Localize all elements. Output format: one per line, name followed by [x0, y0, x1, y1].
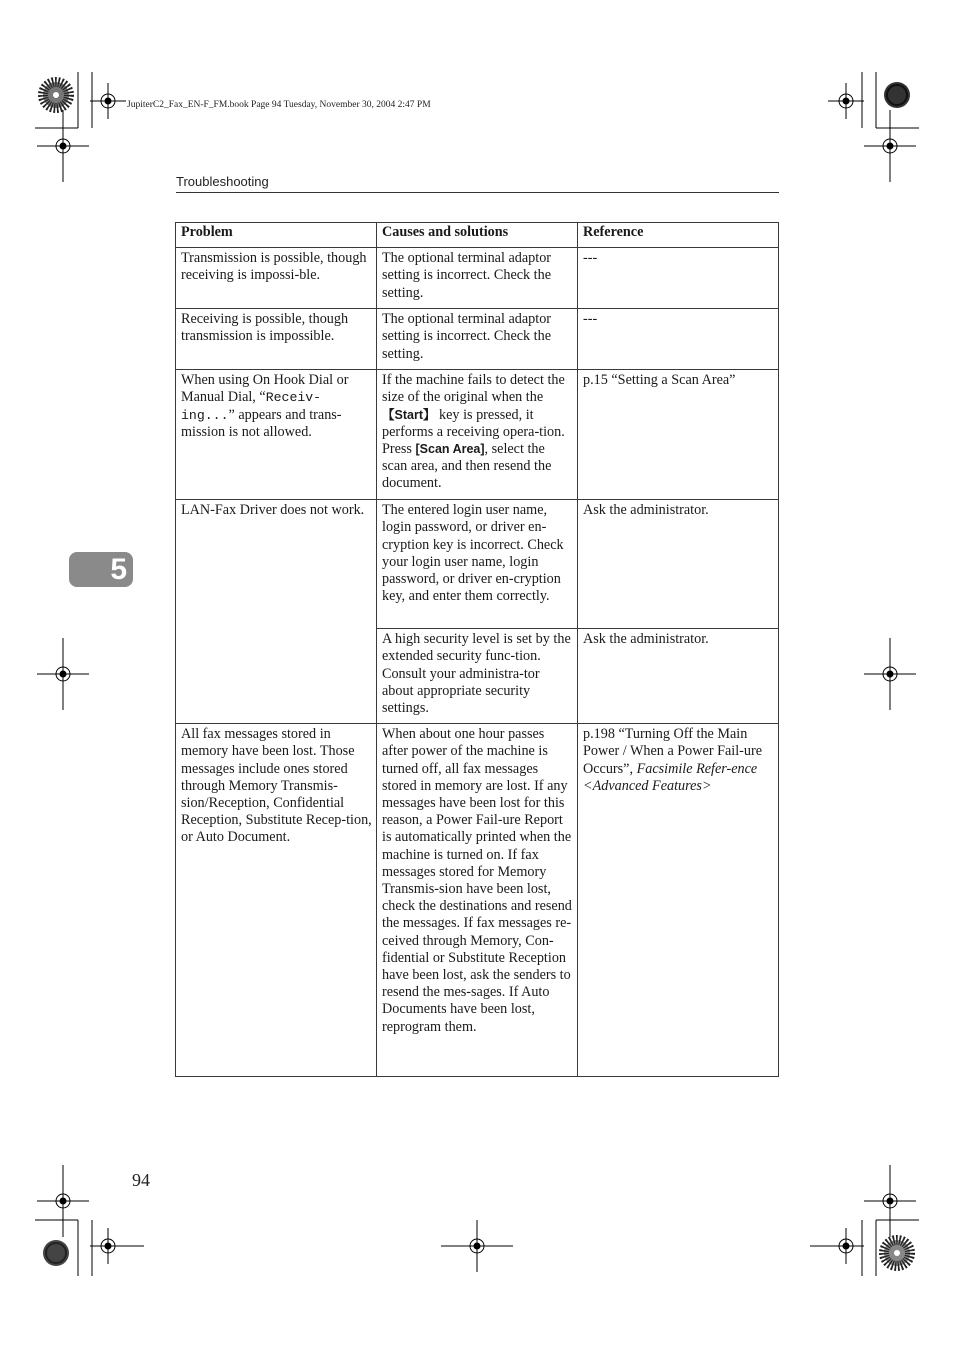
header-reference: Reference [578, 223, 779, 248]
reference-cell: --- [578, 309, 779, 370]
problem-text-post: ” appears and trans-mission is not allowed. [181, 406, 342, 440]
solution-cell: The optional terminal adaptor setting is incorrect. Check the setting. [377, 248, 578, 309]
solution-text: key is pressed, it performs a receiving opera-tion. Press [382, 406, 565, 458]
reference-cell: Ask the administrator. [578, 500, 779, 629]
solution-text: , select the scan area, and then resend the document. [382, 441, 552, 492]
problem-cell: Receiving is possible, though transmission is impossible. [176, 309, 377, 370]
table-header-row [176, 223, 779, 248]
header-causes-solutions: Causes and solutions [377, 223, 578, 248]
reference-text: p.198 “Turning Off the Main Power / When a Power Fail-ure Occurs”, [583, 726, 763, 777]
solution-text: If the machine fails to detect the size of the original when the [382, 372, 565, 406]
manual-title: Facsimile Refer-ence <Advanced Features> [583, 760, 758, 794]
reference-cell: p.15 “Setting a Scan Area” [578, 370, 779, 500]
file-info: JupiterC2_Fax_EN-F_FM.book Page 94 Tuesday, November 30, 2004 2:47 PM [127, 100, 431, 110]
table-row [176, 248, 779, 309]
troubleshooting-table [175, 222, 779, 1077]
problem-cell: All fax messages stored in memory have been lost. Those messages include ones stored through Memory Transmis-sion/Reception, Confidential Reception, Substitute Recep-tion, or Auto Document. [176, 724, 377, 1077]
scan-area-key-label: [Scan Area] [415, 442, 485, 457]
table-row [176, 724, 779, 1077]
problem-cell [176, 370, 377, 500]
start-key-label: 【Start】 [382, 407, 436, 422]
solution-cell: A high security level is set by the extended security func-tion. Consult your administra-tor about appropriate security settings. [377, 629, 578, 724]
problem-cell: Transmission is possible, though receiving is impossi-ble. [176, 248, 377, 309]
solution-cell [377, 370, 578, 500]
table-row [176, 309, 779, 370]
reference-cell: --- [578, 248, 779, 309]
solution-cell: The entered login user name, login password, or driver en-cryption key is incorrect. Check your login user name, login password, or driver en-cryption key, and enter them correctly. [377, 500, 578, 629]
table-row [176, 500, 779, 629]
table-row [176, 370, 779, 500]
page-number: 94 [132, 1170, 150, 1190]
problem-cell: LAN-Fax Driver does not work. [176, 500, 377, 724]
chapter-tab: 5 [69, 552, 133, 587]
reference-cell [578, 724, 779, 1077]
header-rule [176, 192, 779, 193]
solution-cell: When about one hour passes after power of the machine is turned off, all fax messages stored in memory are lost. If any messages have been lost for this reason, a Power Fail-ure Report is automatically printed when the machine is turned on. If fax messages stored for Memory Transmis-sion have been lost, check the destinations and resend the messages. If fax messages re-ceived through Memory, Con-fidential or Substitute Reception have been lost, ask the senders to resend the mes-sages. If Auto Documents have been lost, reprogram them. [377, 724, 578, 1077]
display-message-code: Receiv-ing... [181, 390, 322, 423]
running-head: Troubleshooting [176, 174, 269, 189]
problem-text-pre: When using On Hook Dial or Manual Dial, “ [181, 372, 349, 406]
solution-cell: The optional terminal adaptor setting is incorrect. Check the setting. [377, 309, 578, 370]
reference-cell: Ask the administrator. [578, 629, 779, 724]
header-problem: Problem [176, 223, 377, 248]
